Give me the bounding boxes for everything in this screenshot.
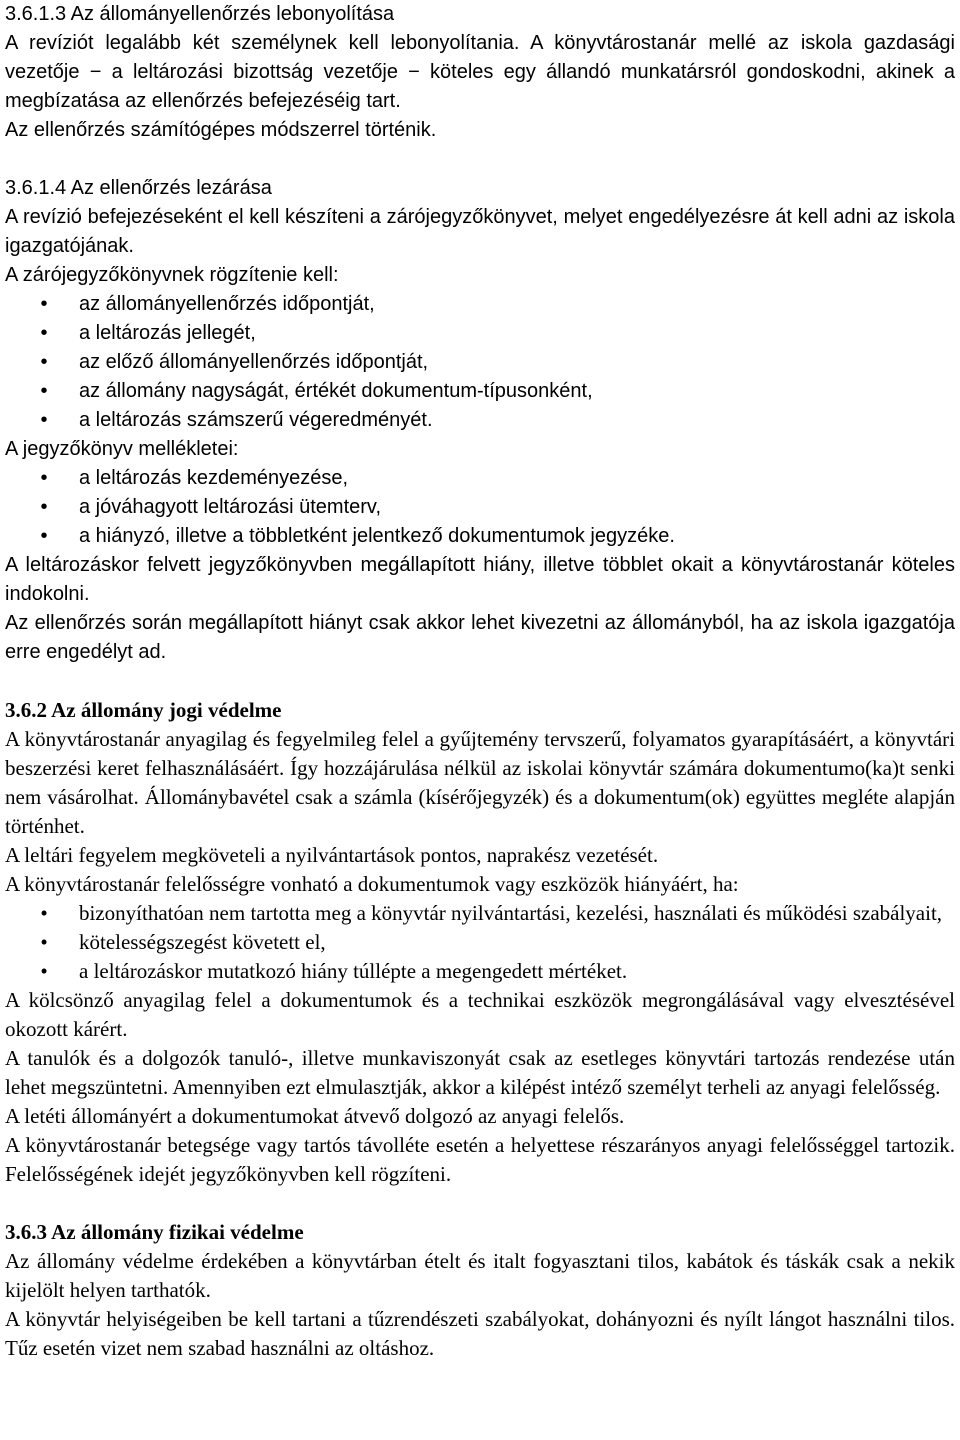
- bullet-list: [5, 290, 955, 435]
- bullet-icon: •: [40, 322, 48, 344]
- bullet-icon: •: [40, 901, 48, 925]
- bullet-list: [5, 464, 955, 551]
- section-3613: [5, 0, 955, 145]
- section-heading: 3.6.2 Az állomány jogi védelme: [5, 698, 282, 722]
- list-item-text: az állományellenőrzés időpontját,: [79, 293, 375, 315]
- bullet-icon: •: [40, 409, 48, 431]
- list-item-text: a leltározás kezdeményezése,: [79, 467, 349, 489]
- paragraph: A leltározáskor felvett jegyzőkönyvben megállapított hiány, illetve többlet okait a könyvtárostanár köteles indokolni.: [5, 554, 955, 605]
- list-item: [40, 928, 955, 957]
- paragraph: A könyvtár helyiségeiben be kell tartani a tűzrendészeti szabályokat, dohányozni és nyílt lángot használni tilos. Tűz esetén vizet nem szabad használni az oltáshoz.: [5, 1307, 955, 1360]
- list-item: [40, 290, 955, 319]
- paragraph: A könyvtárostanár betegsége vagy tartós távolléte esetén a helyettese részarányos anyagi felelősséggel tartozik. Felelősségének idejét jegyzőkönyvben kell rögzíteni.: [5, 1133, 955, 1186]
- bullet-icon: •: [40, 930, 48, 954]
- paragraph: A tanulók és a dolgozók tanuló-, illetve munkaviszonyát csak az esetleges könyvtári tartozás rendezése után lehet megszüntetni. Amennyiben ezt elmulasztják, akkor a kilépést intéző személyt terheli az anyagi felelősség.: [5, 1046, 955, 1099]
- list-item-text: az állomány nagyságát, értékét dokumentum-típusonként,: [79, 380, 593, 402]
- section-heading: 3.6.1.3 Az állományellenőrzés lebonyolítása: [5, 3, 395, 25]
- bullet-icon: •: [40, 293, 48, 315]
- paragraph: A kölcsönző anyagilag felel a dokumentumok és a technikai eszközök megrongálásával vagy elvesztésével okozott kárért.: [5, 988, 955, 1041]
- list-intro: A jegyzőkönyv mellékletei:: [5, 438, 239, 460]
- list-item: [40, 406, 955, 435]
- blank-line: [5, 1189, 955, 1218]
- bullet-icon: •: [40, 525, 48, 547]
- bullet-icon: •: [40, 959, 48, 983]
- list-item: [40, 319, 955, 348]
- section-heading: 3.6.3 Az állomány fizikai védelme: [5, 1220, 304, 1244]
- list-item-text: az előző állományellenőrzés időpontját,: [79, 351, 429, 373]
- section-3614: [5, 174, 955, 667]
- section-363: [5, 1218, 955, 1363]
- list-item: [40, 377, 955, 406]
- list-item: [40, 899, 955, 928]
- list-item: [40, 348, 955, 377]
- bullet-list: [5, 899, 955, 986]
- paragraph: A könyvtárostanár anyagilag és fegyelmileg felel a gyűjtemény tervszerű, folyamatos gyarapításáért, a könyvtári beszerzési keret felhasználásáért. Így hozzájárulása nélkül az iskolai könyvtár számára dokumentumo(ka)t senki nem vásárolhat. Állománybavétel csak a számla (kísérőjegyzék) és a dokumentum(ok) együttes megléte alapján történhet.: [5, 727, 955, 838]
- list-item-text: a leltározáskor mutatkozó hiány túllépte a megengedett mértéket.: [79, 959, 628, 983]
- section-362: [5, 696, 955, 1189]
- list-item: [40, 522, 955, 551]
- list-item: [40, 957, 955, 986]
- paragraph: A leltári fegyelem megköveteli a nyilvántartások pontos, naprakész vezetését.: [5, 843, 659, 867]
- bullet-icon: •: [40, 467, 48, 489]
- bullet-icon: •: [40, 496, 48, 518]
- paragraph: Az ellenőrzés során megállapított hiányt csak akkor lehet kivezetni az állományból, ha az iskola igazgatója erre engedélyt ad.: [5, 612, 955, 663]
- paragraph: Az állomány védelme érdekében a könyvtárban ételt és italt fogyasztani tilos, kabátok és táskák csak a nekik kijelölt helyen tarthatók.: [5, 1249, 955, 1302]
- paragraph: A letéti állományért a dokumentumokat átvevő dolgozó az anyagi felelős.: [5, 1104, 625, 1128]
- paragraph: Az ellenőrzés számítógépes módszerrel történik.: [5, 119, 437, 141]
- list-item-text: a jóváhagyott leltározási ütemterv,: [79, 496, 382, 518]
- blank-line: [5, 145, 955, 174]
- list-item-text: a leltározás jellegét,: [79, 322, 256, 344]
- section-heading: 3.6.1.4 Az ellenőrzés lezárása: [5, 177, 272, 199]
- list-item: [40, 493, 955, 522]
- blank-line: [5, 667, 955, 696]
- paragraph: A könyvtárostanár felelősségre vonható a dokumentumok vagy eszközök hiányáért, ha:: [5, 872, 739, 896]
- bullet-icon: •: [40, 351, 48, 373]
- bullet-icon: •: [40, 380, 48, 402]
- paragraph: A revíziót legalább két személynek kell lebonyolítania. A könyvtárostanár mellé az iskola gazdasági vezetője − a leltározási bizottság vezetője − köteles egy állandó munkatársról gondoskodni, akinek a megbízatása az ellenőrzés befejezéséig tart.: [5, 32, 955, 112]
- list-item-text: bizonyíthatóan nem tartotta meg a könyvtár nyilvántartási, kezelési, használati és működési szabályait,: [79, 901, 943, 925]
- list-item-text: a leltározás számszerű végeredményét.: [79, 409, 433, 431]
- paragraph: A revízió befejezéseként el kell készíteni a zárójegyzőkönyvet, melyet engedélyezésre át kell adni az iskola igazgatójának.: [5, 206, 955, 257]
- list-item-text: kötelességszegést követett el,: [79, 930, 326, 954]
- list-item-text: a hiányzó, illetve a többletként jelentkező dokumentumok jegyzéke.: [79, 525, 675, 547]
- list-item: [40, 464, 955, 493]
- list-intro: A zárójegyzőkönyvnek rögzítenie kell:: [5, 264, 339, 286]
